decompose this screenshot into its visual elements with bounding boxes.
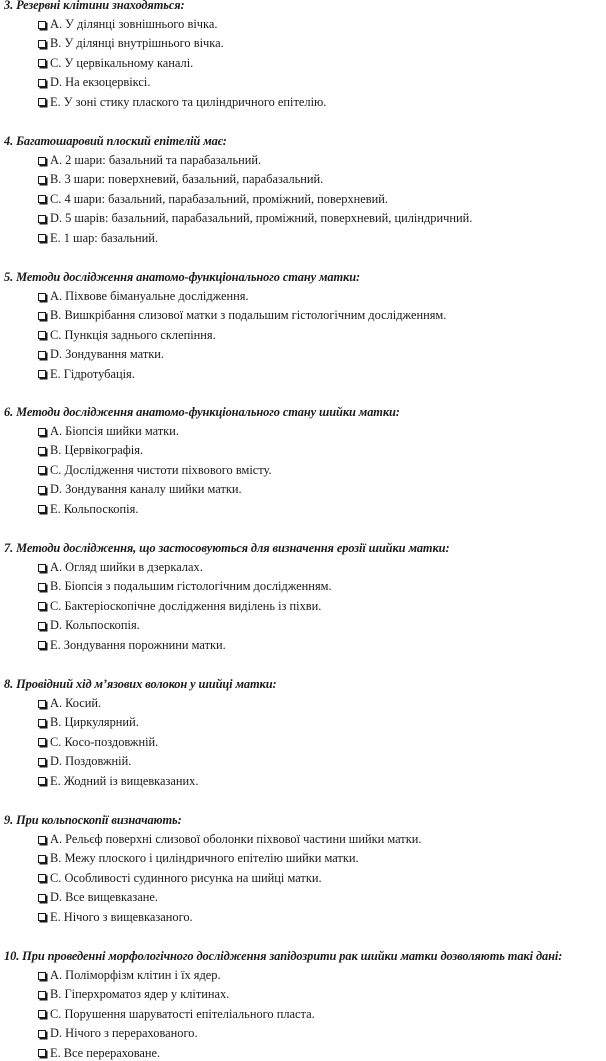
question-title: 10. При проведенні морфологічного дослідження запідозрити рак шийки матки дозволяють такі дані: <box>4 949 563 963</box>
checkbox-icon[interactable] <box>38 874 46 882</box>
answer-option-label: A. Біопсія шийки матки. <box>50 424 179 438</box>
answer-option-label: B. Циркулярний. <box>50 715 139 730</box>
checkbox-icon[interactable] <box>38 991 46 999</box>
answer-option-label: C. Особливості судинного рисунка на шийці матки. <box>50 870 322 885</box>
answer-option-label: A. 2 шари: базальний та парабазальний. <box>50 153 262 167</box>
checkbox-icon[interactable] <box>38 195 46 203</box>
checkbox-icon[interactable] <box>38 758 46 766</box>
answer-option[interactable] <box>38 968 221 983</box>
checkbox-icon[interactable] <box>38 505 46 513</box>
question-title: 9. При кольпоскопії визначають: <box>4 813 182 827</box>
answer-option-label: D. Нічого з перерахованого. <box>50 1026 198 1041</box>
answer-option-label: C. Дослідження чистоти піхвового вмісту. <box>50 462 272 477</box>
answer-option-label: A. Косий. <box>50 696 102 710</box>
answer-option[interactable] <box>38 95 326 110</box>
checkbox-icon[interactable] <box>38 602 46 610</box>
answer-option-label: D. Зондування каналу шийки матки. <box>50 482 242 497</box>
checkbox-icon[interactable] <box>38 312 46 320</box>
answer-option-label: B. 3 шари: поверхневий, базальний, парабазальний. <box>50 172 324 187</box>
answer-option[interactable] <box>38 289 249 304</box>
checkbox-icon[interactable] <box>38 564 46 572</box>
checkbox-icon[interactable] <box>38 913 46 921</box>
answer-option[interactable] <box>38 75 150 90</box>
answer-option-label: B. Біопсія з подальшим гістологічним дослідженням. <box>50 579 332 594</box>
checkbox-icon[interactable] <box>38 1049 46 1057</box>
answer-option[interactable] <box>38 735 158 750</box>
answer-option-label: B. Гіперхроматоз ядер у клітинах. <box>50 987 230 1002</box>
answer-option-label: C. Бактеріоскопічне дослідження виділень із піхви. <box>50 598 322 613</box>
answer-option[interactable] <box>38 599 321 614</box>
answer-option[interactable] <box>38 482 242 497</box>
question-title: 8. Провідний хід м’язових волокон у шийці матки: <box>4 677 277 691</box>
answer-option-label: A. У ділянці зовнішнього вічка. <box>50 17 218 31</box>
answer-option-label: B. Цервікографія. <box>50 443 144 458</box>
answer-option-label: A. Рельєф поверхні слизової оболонки піхвової частини шийки матки. <box>50 832 422 846</box>
answer-option[interactable] <box>38 560 203 575</box>
answer-option[interactable] <box>38 579 332 594</box>
answer-option-label: C. Пункція заднього склепіння. <box>50 327 216 342</box>
answer-option[interactable] <box>38 328 216 343</box>
checkbox-icon[interactable] <box>38 331 46 339</box>
checkbox-icon[interactable] <box>38 234 46 242</box>
answer-option[interactable] <box>38 56 193 71</box>
checkbox-icon[interactable] <box>38 176 46 184</box>
checkbox-icon[interactable] <box>38 641 46 649</box>
checkbox-icon[interactable] <box>38 719 46 727</box>
checkbox-icon[interactable] <box>38 40 46 48</box>
answer-option[interactable] <box>38 754 131 769</box>
answer-option-label: B. Вишкрібання слизової матки з подальшим гістологічним дослідженням. <box>50 308 447 323</box>
answer-option[interactable] <box>38 832 421 847</box>
answer-option[interactable] <box>38 851 359 866</box>
answer-option[interactable] <box>38 172 323 187</box>
answer-option[interactable] <box>38 1007 315 1022</box>
answer-option[interactable] <box>38 192 388 207</box>
answer-option[interactable] <box>38 211 472 226</box>
checkbox-icon[interactable] <box>38 894 46 902</box>
answer-option-label: D. Кольпоскопія. <box>50 618 140 633</box>
checkbox-icon[interactable] <box>38 466 46 474</box>
checkbox-icon[interactable] <box>38 777 46 785</box>
checkbox-icon[interactable] <box>38 293 46 301</box>
answer-option-label: E. Нічого з вищевказаного. <box>50 909 193 924</box>
answer-option-label: E. 1 шар: базальний. <box>50 230 158 245</box>
checkbox-icon[interactable] <box>38 1010 46 1018</box>
answer-option[interactable] <box>38 463 272 478</box>
checkbox-icon[interactable] <box>38 351 46 359</box>
answer-option-label: B. У ділянці внутрішнього вічка. <box>50 36 224 51</box>
answer-option-label: E. Кольпоскопія. <box>50 501 139 516</box>
checkbox-icon[interactable] <box>38 447 46 455</box>
checkbox-icon[interactable] <box>38 157 46 165</box>
answer-option[interactable] <box>38 715 139 730</box>
checkbox-icon[interactable] <box>38 738 46 746</box>
checkbox-icon[interactable] <box>38 370 46 378</box>
answer-option-label: E. Зондування порожнини матки. <box>50 637 226 652</box>
checkbox-icon[interactable] <box>38 215 46 223</box>
answer-option-label: C. Порушення шаруватості епітеліального пласта. <box>50 1006 315 1021</box>
question-title: 4. Багатошаровий плоский епітелій має: <box>4 134 227 148</box>
answer-option[interactable] <box>38 367 135 382</box>
answer-option[interactable] <box>38 443 143 458</box>
checkbox-icon[interactable] <box>38 972 46 980</box>
answer-option[interactable] <box>38 987 229 1002</box>
answer-option[interactable] <box>38 871 322 886</box>
answer-option-label: A. Огляд шийки в дзеркалах. <box>50 560 203 574</box>
answer-option[interactable] <box>38 638 226 653</box>
answer-option[interactable] <box>38 910 193 925</box>
answer-option-label: C. Косо-поздовжній. <box>50 734 159 749</box>
answer-option-label: E. Жодний із вищевказаних. <box>50 773 199 788</box>
checkbox-icon[interactable] <box>38 700 46 708</box>
answer-option[interactable] <box>38 308 446 323</box>
question-title: 6. Методи дослідження анатомо-функціонального стану шийки матки: <box>4 405 400 419</box>
checkbox-icon[interactable] <box>38 1030 46 1038</box>
answer-option[interactable] <box>38 36 224 51</box>
answer-option[interactable] <box>38 502 138 517</box>
answer-option[interactable] <box>38 231 158 246</box>
checkbox-icon[interactable] <box>38 98 46 106</box>
answer-option-label: B. Межу плоского і циліндричного епітелію шийки матки. <box>50 851 359 866</box>
answer-option-label: A. Поліморфізм клітин і їх ядер. <box>50 968 221 982</box>
checkbox-icon[interactable] <box>38 79 46 87</box>
answer-option[interactable] <box>38 774 198 789</box>
answer-option-label: C. 4 шари: базальний, парабазальний, проміжний, поверхневий. <box>50 191 388 206</box>
checkbox-icon[interactable] <box>38 21 46 29</box>
answer-option[interactable] <box>38 347 164 362</box>
checkbox-icon[interactable] <box>38 583 46 591</box>
checkbox-icon[interactable] <box>38 855 46 863</box>
answer-option-label: D. Все вищевказане. <box>50 890 158 905</box>
checkbox-icon[interactable] <box>38 428 46 436</box>
question-title: 7. Методи дослідження, що застосовуються для визначення ерозії шийки матки: <box>4 541 450 555</box>
checkbox-icon[interactable] <box>38 622 46 630</box>
answer-option-label: E. У зоні стику плаского та циліндричного епітелію. <box>50 94 327 109</box>
answer-option[interactable] <box>38 618 140 633</box>
answer-option-label: D. Зондування матки. <box>50 347 165 362</box>
answer-option[interactable] <box>38 153 261 168</box>
answer-option-label: E. Все перераховане. <box>50 1045 161 1060</box>
answer-option-label: D. Поздовжній. <box>50 754 132 769</box>
answer-option[interactable] <box>38 17 217 32</box>
answer-option-label: E. Гідротубація. <box>50 366 135 381</box>
answer-option[interactable] <box>38 696 101 711</box>
checkbox-icon[interactable] <box>38 59 46 67</box>
question-title: 5. Методи дослідження анатомо-функціонального стану матки: <box>4 270 361 284</box>
answer-option[interactable] <box>38 1046 160 1061</box>
answer-option-label: D. 5 шарів: базальний, парабазальний, проміжний, поверхневий, циліндричний. <box>50 211 473 226</box>
answer-option-label: A. Піхвове бімануальне дослідження. <box>50 289 249 303</box>
answer-option-label: C. У цервікальному каналі. <box>50 55 194 70</box>
checkbox-icon[interactable] <box>38 486 46 494</box>
answer-option[interactable] <box>38 1026 198 1041</box>
checkbox-icon[interactable] <box>38 836 46 844</box>
answer-option[interactable] <box>38 890 158 905</box>
answer-option-label: D. На екзоцервіксі. <box>50 75 151 90</box>
question-title: 3. Резервні клітини знаходяться: <box>4 0 185 12</box>
answer-option[interactable] <box>38 424 179 439</box>
